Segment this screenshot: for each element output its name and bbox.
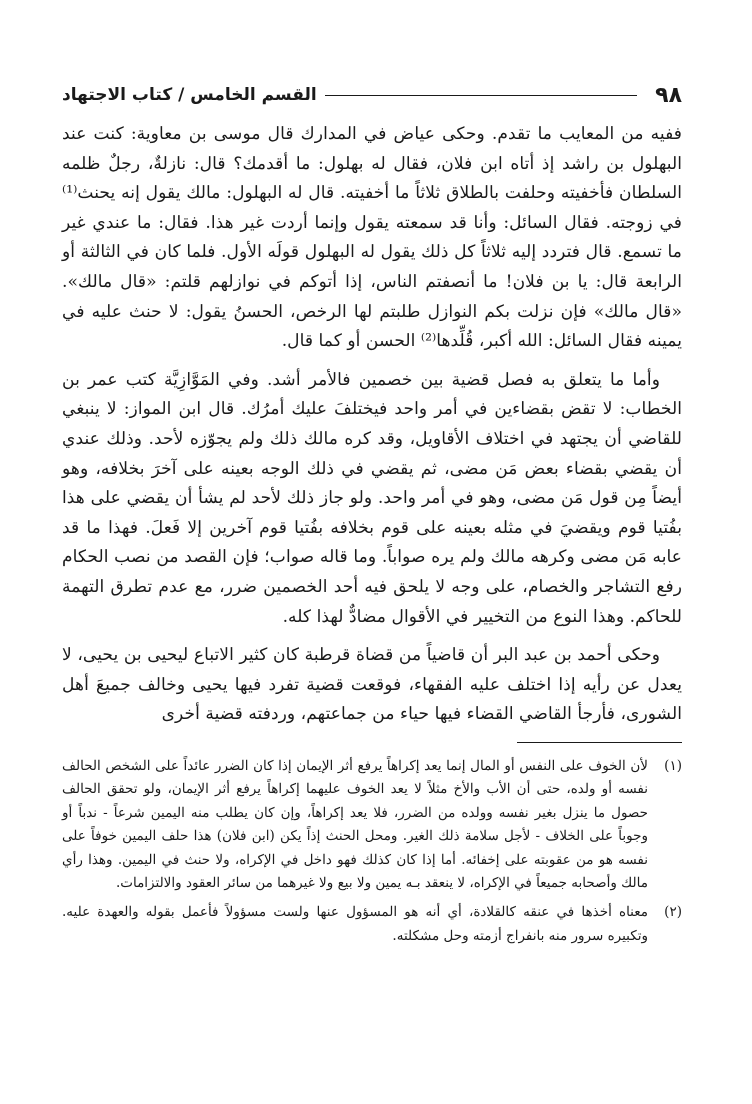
- footnote: [62, 755, 682, 895]
- footnote-number: (١): [664, 757, 682, 774]
- main-text: [62, 120, 682, 730]
- footnote: [62, 901, 682, 948]
- book-page: [62, 78, 682, 954]
- paragraph: وأما ما يتعلق به فصل قضية بين خصمين فالأمر أشد. وفي المَوَّازِيَّة كتب عمر بن الخطاب: لا تقض بقضاءين في أمر واحد فيختلفَ عليك أمرُك. قال ابن المواز: لا ينبغي للقاضي أن يجتهد في اختلاف الأقاويل، وقد كره مالك ذلك ولم يجوّزه لأحد. وذلك عندي أن يقضي بقضاء بعض مَن مضى، ثم يقضي في ذلك الوجه بعينه على آخرَ بخلافه، وهو أيضاً مِن قول مَن مضى، وهو في أمر واحد. ولو جاز ذلك لأحد لم يشأ أن يقضي على هذا بفُتيا قوم ويقضيَ في مثله بعينه على قوم بخلافه بفُتيا قوم آخرين إلا فَعلَ. فهذا ما قد عابه مَن مضى وكرهه مالك ولم يره صواباً. وما قاله صواب؛ فإن القصد من نصب الحكام رفع التشاجر والخصام، على وجه لا يلحق فيه أحد الخصمين ضرر، مع عدم تطرق التهمة للحاكم. وهذا النوع من التخيير في الأقوال مضادٌّ لهذا كله.: [62, 369, 682, 627]
- header-rule: [325, 95, 637, 96]
- footnote-separator: [517, 742, 682, 743]
- footnotes: [62, 755, 682, 948]
- running-header: [62, 78, 682, 112]
- footnote-number: (٢): [664, 904, 682, 921]
- paragraph: وحكى أحمد بن عبد البر أن قاضياً من قضاة قرطبة كان كثير الاتباع ليحيى بن يحيى، لا يعدل عن رأيه إذا اختلف عليه الفقهاء، فوقعت قضية تفرد فيها يحيى وخالف جميعَ أهل الشورى، فأرجأ القاضي القضاء فيها حياء من جماعتهم، وردفته قضية أخرى: [62, 645, 682, 725]
- section-title: القسم الخامس / كتاب الاجتهاد: [62, 85, 317, 105]
- page-number: ٩٨: [655, 82, 682, 108]
- footnote-text: لأن الخوف على النفس أو المال إنما يعد إكراهاً يرفع أثر الإيمان إذا كان الضرر عائداً على الشخص الحالف نفسه أو ولده، حتى أن الأب والأخ مثلاً لا يعد الخوف عليهما إكراهاً يرفع أثر الإيمان، ولو تحقق الحالف حصول ما ينزل بغير نفسه وولده من الضرر، فلا يعد إكراهاً، وإن كان يطلب منه اليمين شرعاً - ندباً أو وجوباً على الخلاف - لأجل سلامة ذلك الغير. ومحل الحنث إذاً يكن (ابن فلان) هذا حلف اليمين خوفاً على نفسه هو من عقوبته على إخفائه. أما إذا كان كذلك فهو داخل في الإكراه، ولا حنث في اليمين. وهذا رأي مالك وأصحابه جميعاً في الإكراه، لا ينعقد بـه يمين ولا بيع ولا غيرهما من سائر العقود والالتزامات.: [62, 757, 648, 891]
- footnote-text: معناه أخذها في عنقه كالقلادة، أي أنه هو المسؤول عنها ولست مسؤولاً فأعمل بقوله والعهدة عليه. وتكبيره سرور منه بانفراج أزمته وحل مشكلته.: [62, 904, 648, 944]
- paragraph: ففيه من المعايب ما تقدم. وحكى عياض في المدارك قال موسى بن معاوية: كنت عند البهلول بن راشد إذ أتاه ابن فلان، فقال له بهلول: ما أقدمك؟ قال: نازلةٌ، رجلٌ ظلمه السلطان فأخفيته وحلفت بالطلاق ثلاثاً ما أخفيته. قال له البهلول: مالك يقول إنه يحنث⁽¹⁾ في زوجته. فقال السائل: وأنا قد سمعته يقول وإنما أردت غير هذا. فقال: ما عندي غير ما تسمع. قال فتردد إليه ثلاثاً كل ذلك يقول له البهلول قولَه الأول. فلما كان في الثالثة أو الرابعة قال: يا بن فلان! ما أنصفتم الناس، إذا أتوكم في نوازلهم قلتم: «قال مالك». «قال مالك» فإن نزلت بكم النوازل طلبتم لها الرخص، الحسنُ يقول: لا حنث عليه في يمينه فقال السائل: الله أكبر، قُلِّدها⁽²⁾ الحسن أو كما قال.: [62, 124, 682, 352]
